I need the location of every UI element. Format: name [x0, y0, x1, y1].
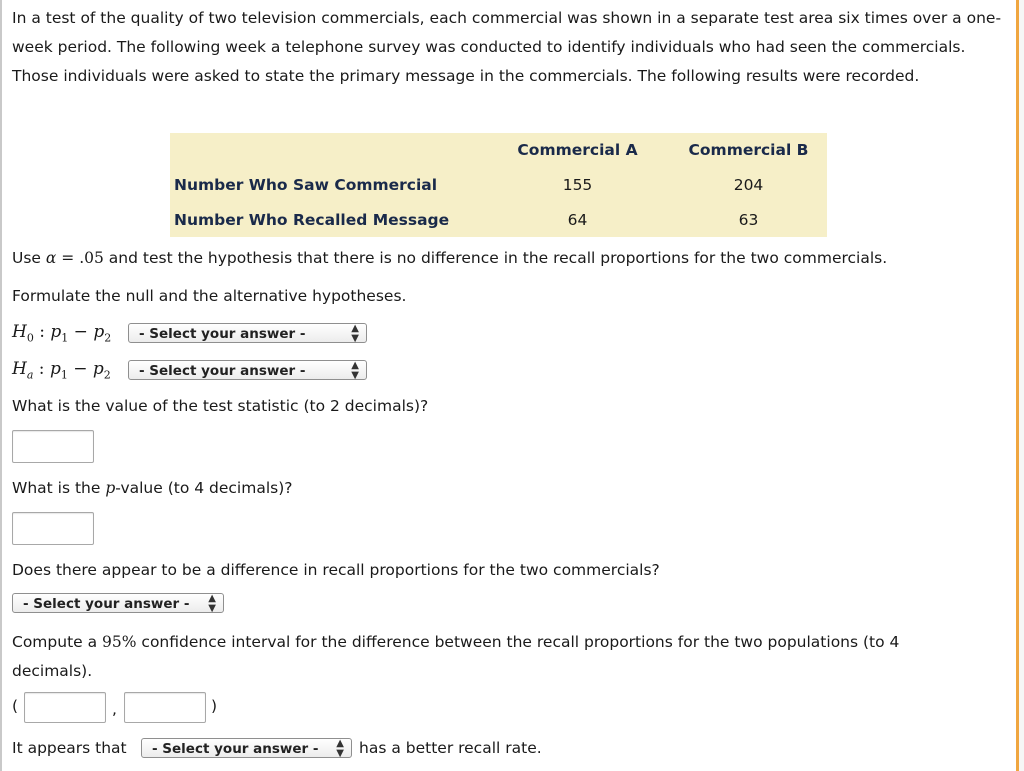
select-arrows-icon: ▲ ▼: [208, 593, 216, 614]
results-table: [170, 133, 827, 237]
row-label-saw: Number Who Saw Commercial: [174, 175, 438, 194]
problem-intro: In a test of the quality of two television commercials, each commercial was shown in a separate test area six times over a one-week period. The following week a telephone survey was conducted to identify individuals who had seen the commercials. Those individuals were asked to state the primary message in the commercials. The following results were recorded.: [12, 9, 1002, 85]
better-recall-label: has a better recall rate.: [359, 739, 542, 757]
cell-saw-a: 155: [562, 175, 593, 194]
alpha-symbol: α: [45, 249, 57, 267]
test-statistic-question: What is the value of the test statistic (to 2 decimals)?: [12, 397, 429, 415]
cell-recalled-a: 64: [567, 210, 588, 229]
null-hypothesis-label: $H_0$ : $p_1 - p_2$: [12, 322, 112, 345]
test-statistic-input[interactable]: [12, 430, 94, 463]
ci-lower-input[interactable]: [24, 692, 106, 723]
select-arrows-icon: ▲ ▼: [351, 360, 359, 381]
cell-recalled-b: 63: [738, 210, 759, 229]
appears-that-label: It appears that: [12, 739, 127, 757]
formulate-instruction: Formulate the null and the alternative hypotheses.: [12, 287, 407, 305]
ci-open-paren: (: [12, 697, 19, 715]
pvalue-question: What is the p-value (to 4 decimals)?: [12, 479, 293, 497]
ci-close-paren: ): [211, 697, 218, 715]
header-commercial-b: Commercial B: [688, 141, 809, 160]
alt-hypothesis-select[interactable]: - Select your answer - ▲ ▼: [128, 360, 367, 380]
row-label-recalled: Number Who Recalled Message: [174, 210, 450, 229]
cell-saw-b: 204: [733, 175, 764, 194]
confidence-interval-question: Compute a 95% confidence interval for the difference between the recall proportions for the two populations (to 4 decimals).: [12, 633, 900, 680]
difference-select[interactable]: - Select your answer - ▲ ▼: [12, 593, 224, 613]
question-content: [12, 0, 1010, 91]
select-arrows-icon: ▲ ▼: [351, 323, 359, 344]
left-frame-border: [0, 0, 2, 771]
ci-comma: ,: [112, 700, 117, 718]
pvalue-input[interactable]: [12, 512, 94, 545]
better-recall-select[interactable]: - Select your answer - ▲ ▼: [141, 738, 352, 758]
alpha-instruction: Use α = .05 and test the hypothesis that there is no difference in the recall proportions for the two commercials.: [12, 249, 888, 267]
null-hypothesis-select[interactable]: - Select your answer - ▲ ▼: [128, 323, 367, 343]
alt-hypothesis-label: $H_a$ : $p_1 - p_2$: [12, 359, 111, 382]
table-row: [170, 168, 827, 203]
ci-upper-input[interactable]: [124, 692, 206, 723]
select-arrows-icon: ▲ ▼: [336, 738, 344, 759]
difference-question: Does there appear to be a difference in recall proportions for the two commercials?: [12, 561, 660, 579]
right-frame-gutter: [1019, 0, 1024, 771]
table-row: [170, 202, 827, 237]
table-header-row: [170, 133, 827, 168]
header-commercial-a: Commercial A: [517, 141, 638, 160]
